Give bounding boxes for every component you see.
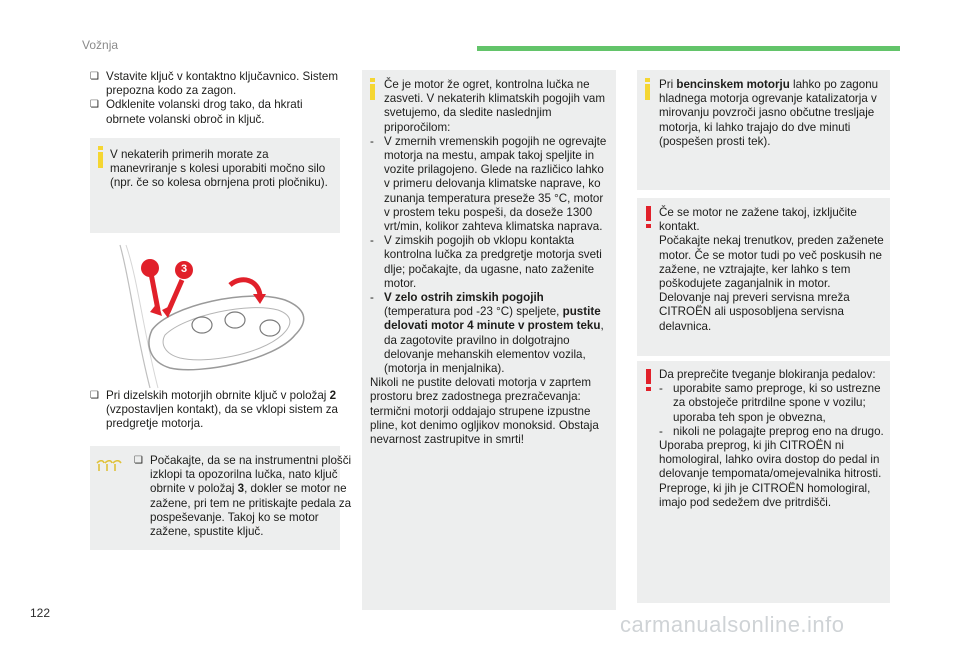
dash-text: nikoli ne polagajte preprog eno na drugo. [673, 424, 884, 438]
figure-label-3: 3 [180, 263, 188, 275]
page-number: 122 [30, 606, 51, 620]
checkbox-bullet-icon: ❏ [90, 71, 99, 82]
bullet-unlock-steering [90, 98, 338, 126]
diesel-bullet [90, 389, 342, 432]
petrol-bold: bencinskem motorju [676, 78, 790, 91]
col2-content [370, 78, 612, 447]
watermark: carmanualsonline.info [620, 612, 845, 637]
dash-text: , da zagotovite pravilno in dolgotrajno delovanje mehanskih elementov vozila, (motorja in menjalnika). [384, 319, 604, 376]
figure-label-2: 2 [111, 261, 119, 273]
bullet-text: (vzpostavljen kontakt), da se vklopi sistem za predgretje motorja. [106, 403, 338, 431]
glow-text: Počakajte, da se na instrumentni plošči izklopi ta opozorilna lučka, nato ključ obrnite v položaj [150, 454, 352, 496]
warning-icon [645, 369, 652, 391]
checkbox-bullet-icon: ❏ [90, 390, 99, 401]
dash-text: (temperatura pod -23 °C) speljete, [384, 305, 563, 319]
dash-item: - V zmernih vremenskih pogojih ne ogrevajte motorja na mestu, ampak takoj speljite in vozite prilagojeno. Glede na različico lahko v primeru delovanja klimatske naprave, ko zunanja temperatura preseže 35 °C, motor v prostem teku pospeši, da doseže 1300 vrt/min, kolikor zahteva klimatska naprava. [370, 134, 607, 234]
bullet-insert-key [90, 70, 338, 98]
dash-bold: pustite delovati motor 4 minute v prostem teku [384, 305, 601, 333]
dash-item: - uporabite samo preproge, ki so ustrezne za obstoječe pritrdilne spone v vozilu; uporaba teh spon je obvezna, [659, 382, 881, 424]
bullet-text: Vstavite ključ v kontaktno ključavnico. Sistem prepozna kodo za zagon. [106, 70, 338, 98]
pedal-intro: Da preprečite tveganje blokiranja pedalov: [659, 368, 876, 381]
info-box-steering [90, 138, 340, 233]
bullet-text: Odklenite volanski drog tako, da hkrati obrnete volanski obroč in ključ. [106, 98, 303, 126]
info-icon [644, 78, 652, 100]
glow-plug-box [90, 446, 352, 550]
pedal-content [659, 368, 887, 510]
petrol-text-part: lahko po zagonu hladnega motorja ogrevanje katalizatorja v mirovanju povzroči jasno občutne tresljaje motorja, ki lahko trajajo do dve minuti (pospešen prosti tek). [659, 78, 879, 148]
petrol-box [637, 70, 890, 190]
dash-text: V zmernih vremenskih pogojih ne ogrevajte motorja na mestu, ampak takoj speljite in vozite prilagojeno. Glede na različico lahko v primeru delovanja klimatske naprave, ko zunanja temperatura preseže 35 °C, motor v prostem teku pospeši, da doseže 1300 vrt/min, kolikor zahteva klimatska naprava. [384, 134, 607, 234]
pedal-outro: Uporaba preprog, ki jih CITROËN ni homologiral, lahko ovira dostop do pedal in delovanje tempomata/omejevalnika hitrosti. Preproge, ki jih je CITROËN homologiral, imajo pod sedežem dve pritrdišči. [659, 439, 882, 509]
petrol-text-part: Pri [659, 78, 677, 91]
dash-item: - V zelo ostrih zimskih pogojih (temperatura pod -23 °C) speljete, pustite delovati motor 4 minute v prostem teku, da zagotovite pravilno in dolgotrajno delovanje mehanskih elementov vozila, (motorja in menjalnika). [370, 291, 604, 376]
warning-icon [645, 206, 652, 228]
checkbox-bullet-icon: ❏ [90, 99, 99, 111]
intro-text: Če je motor že ogret, kontrolna lučka ne zasveti. V nekaterih klimatskih pogojih vam svetujemo, da sledite naslednjim priporočilom: [384, 78, 606, 134]
outro-text: Nikoli ne pustite delovati motorja v zaprtem prostoru brez zadostnega prezračevanja: termični motorji oddajajo strupene izpustne pline, kot denimo ogljikov monoksid. Obstaja nevarnost zastrupitve in smrti! [370, 376, 599, 447]
warning-text: Če se motor ne zažene takoj, izključite kontakt. Počakajte nekaj trenutkov, preden zaženete motor. Če se motor tudi po več poskusih ne zažene, ne vztrajajte, ker lahko s tem poškodujete zaganjalnik in motor. Delovanje naj preveri servisna mreža CITROËN ali usposobljena servisna delavnica. [659, 206, 884, 333]
warning-box [637, 198, 890, 356]
key-position-3: 3 [237, 482, 245, 496]
col2-box [362, 70, 616, 610]
info-icon [97, 146, 105, 168]
col1-bullets [90, 70, 338, 127]
key-position-2: 2 [329, 389, 337, 402]
bullet-text: Pri dizelskih motorjih obrnite ključ v položaj [106, 389, 330, 402]
dash-text: uporabite samo preproge, ki so ustrezne za obstoječe pritrdilne spone v vozilu; uporaba teh spon je obvezna, [673, 382, 881, 424]
dash-bold: V zelo ostrih zimskih pogojih [384, 291, 544, 305]
glow-text: , dokler se motor ne zažene, pri tem ne pritiskajte pedala za pospeševanje. Takoj ko se motor zažene, spustite ključ. [150, 482, 352, 539]
key-ignition-figure [110, 240, 340, 390]
glow-plug-warning-icon [96, 460, 122, 472]
info-text: V nekaterih primerih morate za manevriranje s kolesi uporabiti močno silo (npr. če so kolesa obrnjena proti pločniku). [110, 148, 328, 190]
dash-item: - V zimskih pogojih ob vklopu kontakta kontrolna lučka za predgretje motorja sveti dlje; počakajte, da ugasne, nato zaženite motor. [370, 234, 602, 290]
dash-item: - nikoli ne polagajte preprog eno na drugo. [659, 424, 884, 438]
checkbox-bullet-icon: ❏ [134, 455, 143, 466]
pedal-warning-box [637, 361, 890, 603]
header-accent-bar [477, 46, 900, 51]
dash-text: V zimskih pogojih ob vklopu kontakta kontrolna lučka za predgretje motorja sveti dlje; počakajte, da ugasne, nato zaženite motor. [384, 234, 602, 290]
section-title: Vožnja [82, 38, 119, 52]
petrol-text [659, 78, 887, 149]
